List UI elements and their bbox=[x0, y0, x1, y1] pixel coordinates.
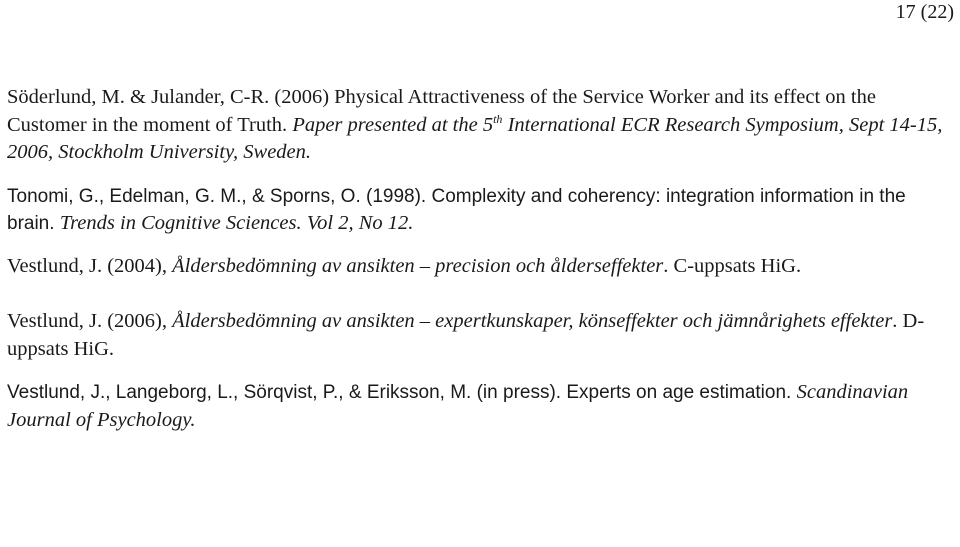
page-number: 17 (22) bbox=[895, 1, 954, 23]
ref-title-italic: Åldersbedömning av ansikten – expertkunskaper, könseffekter och jämnårighets effekter bbox=[172, 310, 893, 332]
ref-journal: Trends in Cognitive Sciences. bbox=[59, 212, 302, 234]
reference-vestlund-inpress bbox=[7, 379, 952, 434]
ref-text: Tonomi, G., Edelman, G. M., & Sporns, O. (1998). Complexity and coherency: integration information in the brain. bbox=[7, 185, 906, 234]
reference-tonomi bbox=[7, 183, 952, 238]
reference-list bbox=[7, 84, 952, 434]
ref-text-italic: International ECR Research Symposium, Sept 14-15, 2006, Stockholm University, Sweden. bbox=[7, 113, 943, 163]
ref-text: . C-uppsats HiG. bbox=[663, 254, 802, 277]
ref-text: Vestlund, J. (2006), bbox=[7, 310, 173, 332]
ref-text: Söderlund, M. & Julander, C-R. (2006) Physical Attractiveness of the Service Worker and its effect on the Customer in the moment of Truth. bbox=[7, 86, 876, 136]
ref-text: . D-uppsats HiG. bbox=[7, 310, 925, 360]
ref-volume: Vol 2, No 12. bbox=[306, 212, 414, 234]
reference-vestlund-2004 bbox=[7, 253, 952, 281]
reference-soderlund bbox=[7, 84, 952, 167]
ref-text: Vestlund, J., Langeborg, L., Sörqvist, P., & Eriksson, M. (in press). Experts on age estimation. bbox=[7, 382, 797, 403]
ref-text-italic: Paper presented at the 5 bbox=[292, 113, 494, 136]
ref-text: Vestlund, J. (2004), bbox=[7, 254, 173, 277]
ref-title-italic: Åldersbedömning av ansikten – precision och ålderseffekter bbox=[172, 254, 664, 277]
reference-vestlund-2006 bbox=[7, 308, 952, 363]
ref-superscript: th bbox=[493, 111, 503, 126]
ref-journal: Scandinavian Journal of Psychology. bbox=[7, 381, 909, 431]
